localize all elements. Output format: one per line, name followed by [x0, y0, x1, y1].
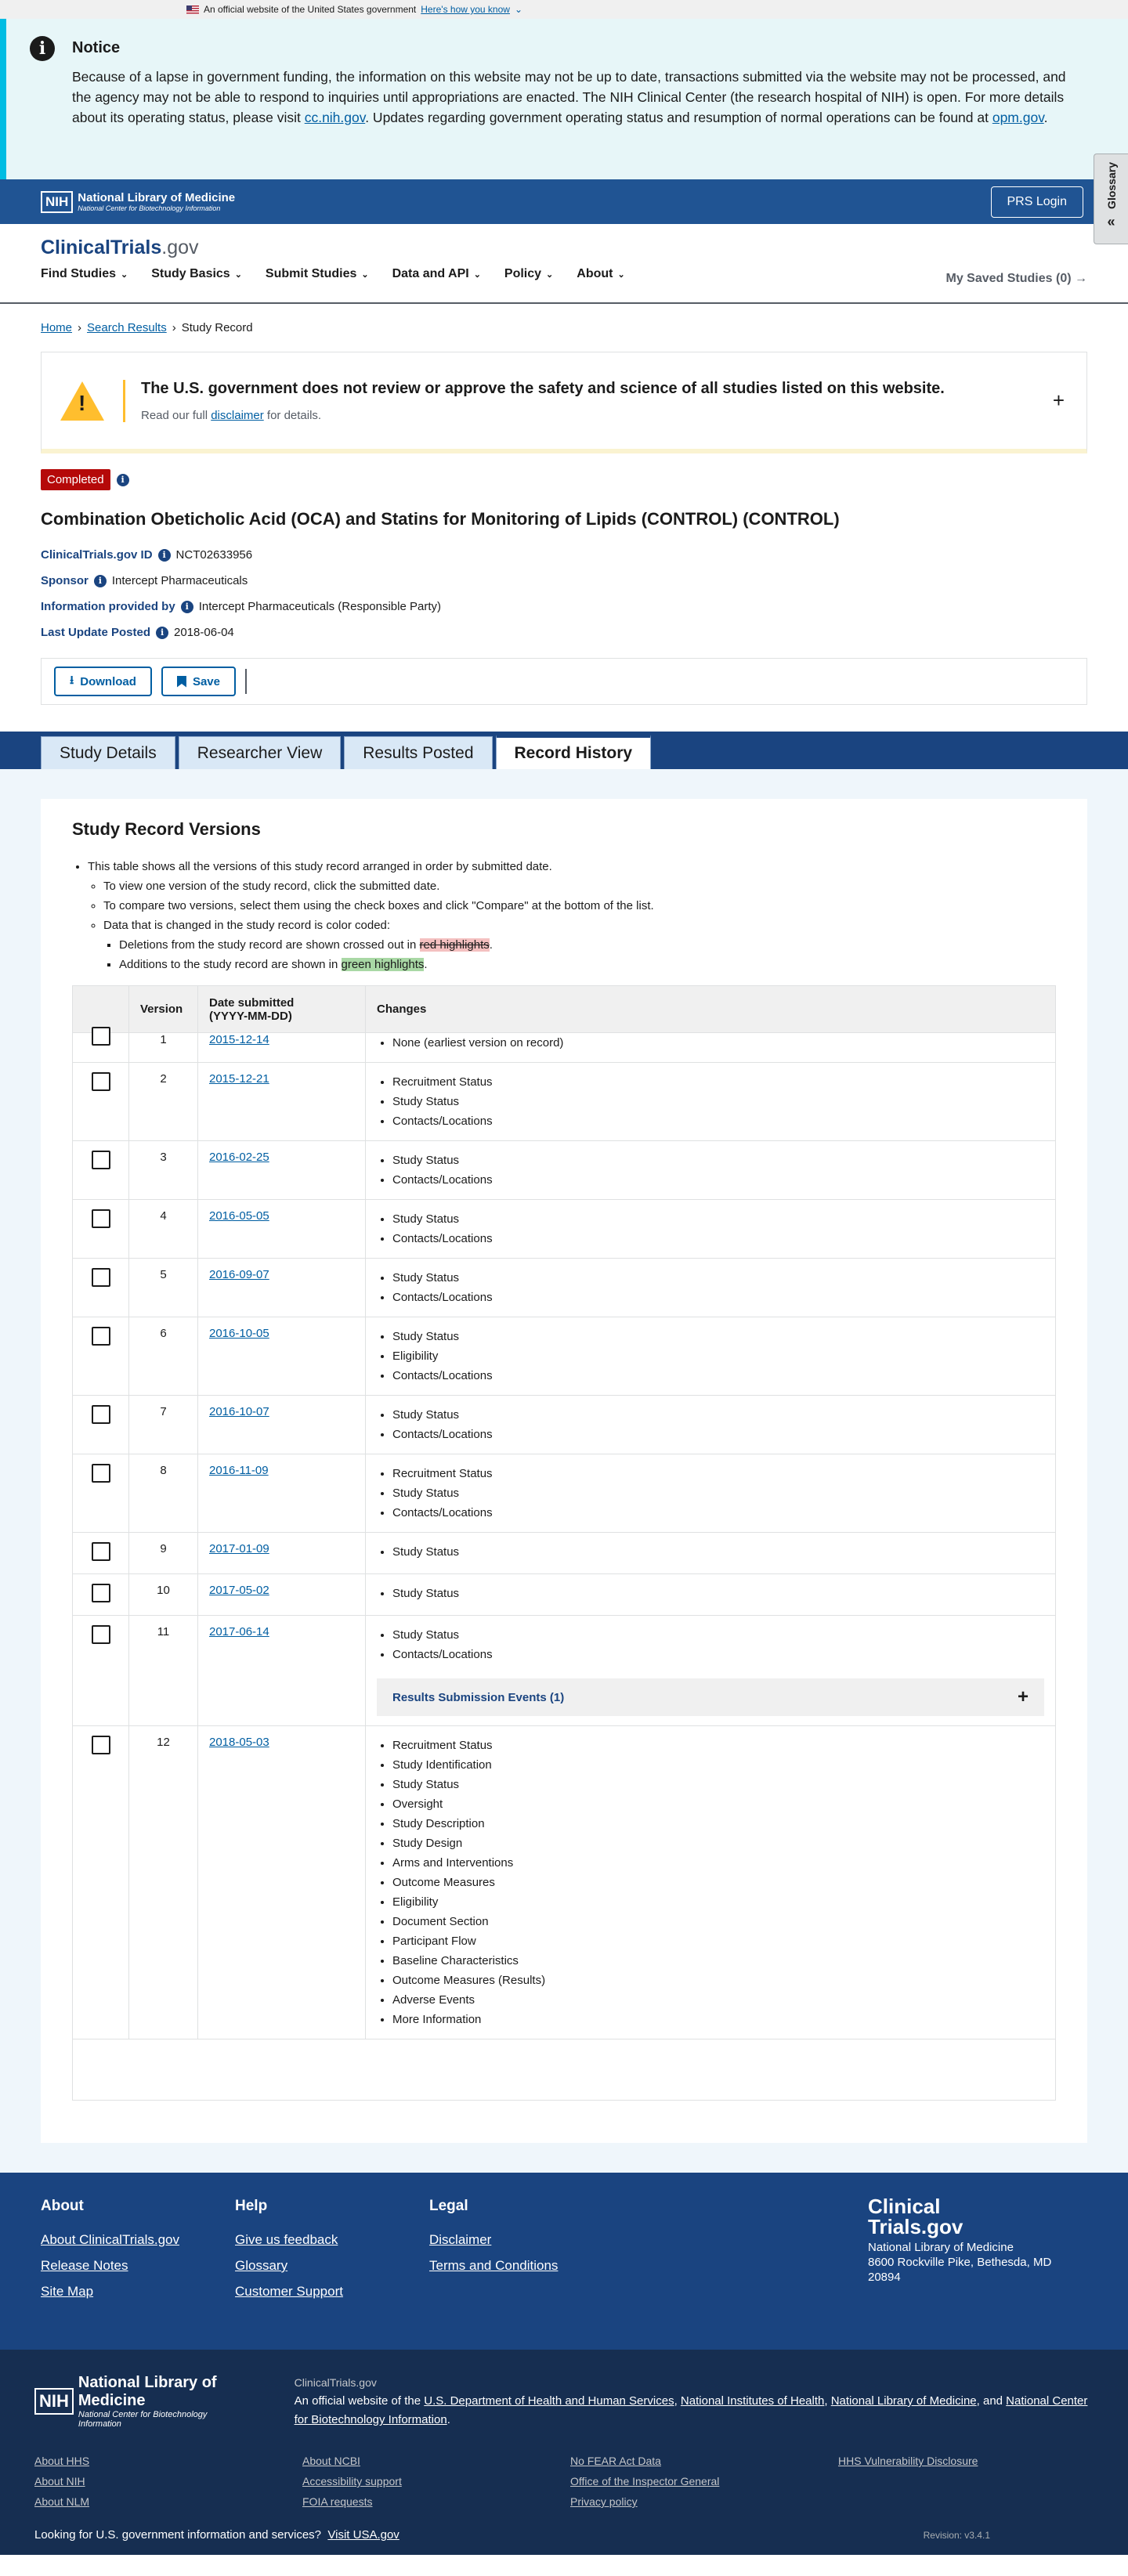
select-cell — [73, 1063, 129, 1141]
chevron-down-icon: ⌄ — [546, 270, 554, 280]
version-checkbox[interactable] — [92, 1464, 110, 1483]
footer-link[interactable]: Terms and Conditions — [429, 2258, 559, 2273]
footer-logo-line1: Clinical — [868, 2195, 941, 2218]
table-row — [73, 1200, 1056, 1259]
breadcrumb-separator: › — [172, 321, 176, 334]
notice-text: . Updates regarding government operating status and resumption of normal operations can be found at — [365, 110, 992, 125]
record-tabs — [0, 732, 1128, 769]
table-row — [73, 1396, 1056, 1454]
breadcrumb-home[interactable]: Home — [41, 321, 73, 334]
tab-record-history[interactable]: Record History — [496, 735, 652, 769]
footer-link[interactable]: About ClinicalTrials.gov — [41, 2232, 179, 2247]
footer-heading: Legal — [429, 2198, 468, 2214]
nih-link[interactable]: National Institutes of Health — [680, 2394, 825, 2408]
change-item: • Outcome Measures — [392, 1873, 1044, 1892]
brand-name: ClinicalTrials — [41, 237, 162, 258]
change-item: • Study Status — [392, 1584, 1044, 1603]
date-cell — [198, 1317, 366, 1396]
breadcrumb-current: Study Record — [181, 321, 253, 334]
change-item: • Study Status — [392, 1209, 1044, 1229]
info-icon[interactable]: i — [117, 474, 129, 486]
select-column-header — [73, 986, 129, 1033]
version-number: 5 — [129, 1259, 198, 1317]
bookmark-icon — [177, 676, 186, 688]
cc-nih-link[interactable]: cc.nih.gov — [304, 110, 366, 125]
change-item: • Study Status — [392, 1483, 1044, 1503]
chevron-down-icon: ⌄ — [234, 270, 242, 280]
glossary-label: Glossary — [1104, 162, 1118, 209]
table-row — [73, 1616, 1056, 1726]
select-cell — [73, 1396, 129, 1454]
nlm-footer — [0, 2350, 1128, 2555]
sponsor-value: Intercept Pharmaceuticals — [111, 574, 248, 587]
footer-link[interactable]: About NIH — [34, 2475, 85, 2487]
versions-heading: Study Record Versions — [72, 819, 261, 839]
change-item: • Recruitment Status — [392, 1072, 1044, 1092]
version-number: 6 — [129, 1317, 198, 1396]
changes-cell — [366, 1396, 1056, 1454]
nlm-link[interactable]: National Library of Medicine — [830, 2394, 977, 2408]
nav-label: Submit Studies — [265, 267, 357, 280]
change-item: • Recruitment Status — [392, 1736, 1044, 1755]
change-item: • Contacts/Locations — [392, 1288, 1044, 1307]
date-cell — [198, 1533, 366, 1574]
select-cell — [73, 1454, 129, 1533]
footer-address-line: 20894 — [868, 2271, 901, 2284]
change-item: • Arms and Interventions — [392, 1853, 1044, 1873]
main-nav — [41, 267, 1087, 281]
info-icon[interactable]: i — [156, 627, 168, 639]
changes-column-header: Changes — [366, 986, 1056, 1033]
change-item: • Eligibility — [392, 1346, 1044, 1366]
footer-link[interactable]: No FEAR Act Data — [570, 2455, 661, 2467]
brand-suffix: .gov — [161, 237, 199, 258]
nav-policy[interactable] — [504, 267, 553, 281]
sponsor-label: Sponsor — [41, 574, 89, 587]
date-cell — [198, 1574, 366, 1616]
chevron-down-icon: ⌄ — [473, 270, 481, 280]
change-item: • Outcome Measures (Results) — [392, 1971, 1044, 1990]
nav-label: Find Studies — [41, 267, 116, 280]
last-update-label: Last Update Posted — [41, 626, 151, 639]
nav-label: Data and API — [392, 267, 469, 280]
change-item: • Study Status — [392, 1151, 1044, 1170]
footer-heading: Help — [235, 2198, 268, 2214]
list-item: ◦ To view one version of the study record, click the submitted date. — [103, 876, 1056, 896]
list-item — [103, 916, 1056, 974]
change-item: • Baseline Characteristics — [392, 1951, 1044, 1971]
disclaimer-banner — [41, 352, 1087, 453]
version-date-link[interactable]: 2016-11-09 — [209, 1464, 269, 1477]
date-header-line1: Date submitted — [209, 995, 295, 1010]
change-item: • Contacts/Locations — [392, 1503, 1044, 1523]
change-item: • None (earliest version on record) — [392, 1033, 1044, 1053]
save-label: Save — [192, 674, 220, 688]
version-number: 1 — [129, 1033, 198, 1063]
instruction-text: This table shows all the versions of this study record arranged in order by submitted date. — [88, 860, 552, 873]
change-item: • Study Design — [392, 1834, 1044, 1853]
table-row — [73, 1317, 1056, 1396]
nlm-subtitle: National Center for Biotechnology Information — [78, 2410, 208, 2429]
changes-cell — [366, 1533, 1056, 1574]
changes-cell — [366, 1574, 1056, 1616]
events-label: Results Submission Events (1) — [392, 1690, 565, 1704]
date-header-line2: (YYYY-MM-DD) — [209, 1009, 292, 1023]
usa-gov-link[interactable]: Visit USA.gov — [327, 2528, 400, 2542]
notice-text: . — [1043, 110, 1048, 125]
date-cell — [198, 1616, 366, 1726]
select-cell — [73, 1574, 129, 1616]
footer-link[interactable]: Privacy policy — [570, 2495, 638, 2508]
expand-plus-icon: + — [1017, 1686, 1029, 1707]
footer-logo-line2: Trials.gov — [868, 2215, 964, 2238]
change-item: • Contacts/Locations — [392, 1366, 1044, 1386]
info-icon: i — [30, 36, 55, 61]
usa-text: Looking for U.S. government information and services? — [34, 2528, 322, 2542]
version-number: 12 — [129, 1726, 198, 2039]
version-checkbox[interactable] — [92, 1209, 110, 1228]
content-area — [0, 769, 1128, 2173]
version-checkbox[interactable] — [92, 1584, 110, 1602]
results-submission-events[interactable] — [377, 1678, 1044, 1716]
chevron-down-icon: ⌄ — [617, 270, 625, 280]
select-cell — [73, 1033, 129, 1063]
desc-text: , — [674, 2394, 681, 2408]
my-saved-studies-link[interactable] — [946, 272, 1088, 286]
table-row — [73, 1533, 1056, 1574]
download-icon: ⭳ — [70, 673, 74, 687]
table-row — [73, 1259, 1056, 1317]
version-number: 4 — [129, 1200, 198, 1259]
date-cell — [198, 1454, 366, 1533]
nav-study-basics[interactable] — [151, 267, 242, 281]
version-date-link[interactable]: 2017-06-14 — [209, 1625, 269, 1638]
table-footer-cell — [73, 2039, 1056, 2101]
table-row — [73, 1574, 1056, 1616]
table-row — [73, 1726, 1056, 2039]
change-item: • Study Status — [392, 1268, 1044, 1288]
change-item: • Participant Flow — [392, 1931, 1044, 1951]
nih-logo: NIH — [41, 191, 73, 213]
nlm-footer-links — [34, 2455, 1094, 2508]
versions-table — [72, 985, 1056, 2101]
list-item: ◦ To compare two versions, select them using the check boxes and click "Compare" at the bottom of the list. — [103, 896, 1056, 916]
footer-link[interactable]: Give us feedback — [235, 2232, 338, 2247]
version-checkbox[interactable] — [92, 1405, 110, 1424]
instruction-text: . — [424, 958, 428, 971]
instruction-text: Additions to the study record are shown in — [119, 958, 342, 971]
provided-by-value: Intercept Pharmaceuticals (Responsible Party) — [198, 600, 441, 613]
change-item: • Contacts/Locations — [392, 1229, 1044, 1248]
version-number: 2 — [129, 1063, 198, 1141]
status-badge: Completed — [41, 469, 110, 490]
nav-label: Study Basics — [151, 267, 230, 280]
change-item: • Adverse Events — [392, 1990, 1044, 2010]
version-date-link[interactable]: 2018-05-03 — [209, 1736, 269, 1749]
date-cell — [198, 1033, 366, 1063]
table-row — [73, 1063, 1056, 1141]
study-title: Combination Obeticholic Acid (OCA) and Statins for Monitoring of Lipids (CONTROL) (CONTROL) — [41, 509, 840, 529]
footer-link[interactable]: Office of the Inspector General — [570, 2475, 720, 2487]
version-number: 7 — [129, 1396, 198, 1454]
download-label: Download — [80, 674, 136, 688]
divider — [245, 669, 247, 694]
chevron-down-icon: ⌄ — [361, 270, 369, 280]
notice-body — [72, 67, 1083, 128]
double-chevron-left-icon: « — [1107, 213, 1115, 229]
footer-link[interactable]: Disclaimer — [429, 2232, 492, 2247]
download-button[interactable] — [54, 667, 152, 696]
version-checkbox[interactable] — [92, 1072, 110, 1091]
table-header-row — [73, 986, 1056, 1033]
change-item: • Contacts/Locations — [392, 1425, 1044, 1444]
change-item: • More Information — [392, 2010, 1044, 2029]
disclaimer-subtext — [141, 409, 945, 422]
gov-banner-text: An official website of the United States government — [204, 4, 417, 15]
change-item: • Recruitment Status — [392, 1464, 1044, 1483]
nlm-logo[interactable] — [41, 191, 235, 213]
version-date-link[interactable]: 2015-12-21 — [209, 1072, 269, 1086]
list-item — [119, 955, 1056, 974]
date-cell — [198, 1141, 366, 1200]
version-date-link[interactable]: 2016-10-05 — [209, 1327, 269, 1340]
breadcrumb-separator: › — [78, 321, 82, 334]
disclaimer-link[interactable]: disclaimer — [211, 408, 264, 422]
versions-table-body — [73, 1033, 1056, 2101]
heres-how-you-know-link[interactable]: Here's how you know — [421, 4, 510, 15]
instruction-text: Data that is changed in the study record is color coded: — [103, 919, 391, 932]
footer-legal — [429, 2198, 624, 2350]
arrow-right-icon: → — [1075, 272, 1087, 285]
date-cell — [198, 1063, 366, 1141]
version-number: 3 — [129, 1141, 198, 1200]
nav-label: Policy — [504, 267, 542, 280]
breadcrumb-search-results[interactable]: Search Results — [87, 321, 167, 334]
changes-cell — [366, 1726, 1056, 2039]
nlm-footer-ct: ClinicalTrials.gov — [294, 2376, 377, 2389]
clinicaltrials-logo[interactable] — [41, 224, 1087, 259]
version-checkbox[interactable] — [92, 1625, 110, 1644]
footer-ct-logo[interactable] — [868, 2196, 1051, 2237]
select-cell — [73, 1200, 129, 1259]
nlm-header — [0, 179, 1128, 224]
versions-instructions — [72, 857, 1056, 974]
nav-submit-studies[interactable] — [266, 267, 369, 281]
version-date-link[interactable]: 2017-01-09 — [209, 1542, 269, 1555]
footer-link[interactable]: Accessibility support — [302, 2475, 402, 2487]
change-item: • Study Status — [392, 1327, 1044, 1346]
instruction-text: Deletions from the study record are shown crossed out in — [119, 938, 420, 952]
version-date-link[interactable]: 2017-05-02 — [209, 1584, 269, 1597]
disclaimer-title: The U.S. government does not review or approve the safety and science of all studies listed on this website. — [141, 379, 945, 397]
date-cell — [198, 1200, 366, 1259]
table-footer-row — [73, 2039, 1056, 2101]
date-cell — [198, 1259, 366, 1317]
provided-by-label: Information provided by — [41, 600, 175, 613]
footer-heading: About — [41, 2198, 84, 2214]
desc-text: . — [446, 2413, 450, 2426]
saved-label: My Saved Studies (0) — [945, 272, 1072, 285]
select-cell — [73, 1317, 129, 1396]
changes-cell — [366, 1317, 1056, 1396]
version-checkbox[interactable] — [92, 1736, 110, 1754]
chevron-down-icon: ⌄ — [514, 4, 523, 15]
expand-plus-icon[interactable]: + — [1052, 388, 1065, 412]
chevron-down-icon: ⌄ — [121, 270, 128, 280]
desc-text: , and — [976, 2394, 1007, 2408]
nlm-title: National Library of Medicine — [78, 191, 236, 204]
instruction-text: . — [489, 938, 493, 952]
select-cell — [73, 1259, 129, 1317]
change-item: • Study Description — [392, 1814, 1044, 1834]
footer-link[interactable]: About NLM — [34, 2495, 90, 2508]
footer-link[interactable]: Glossary — [235, 2258, 288, 2273]
footer-help — [235, 2198, 429, 2350]
deletion-highlight-sample: red highlights — [419, 938, 490, 952]
change-item: • Oversight — [392, 1794, 1044, 1814]
change-item: • Document Section — [392, 1912, 1044, 1931]
opm-link[interactable]: opm.gov — [992, 110, 1044, 125]
tab-researcher-view[interactable]: Researcher View — [179, 736, 342, 769]
date-cell — [198, 1726, 366, 2039]
select-cell — [73, 1141, 129, 1200]
select-cell — [73, 1533, 129, 1574]
grid-spacer — [838, 2475, 1106, 2487]
footer-org: National Library of Medicine — [868, 2241, 1014, 2254]
addition-highlight-sample: green highlights — [341, 958, 425, 971]
footer-link[interactable]: HHS Vulnerability Disclosure — [838, 2455, 978, 2467]
nav-data-and-api[interactable] — [392, 267, 481, 281]
info-icon[interactable]: i — [94, 575, 107, 587]
warning-icon — [60, 381, 104, 421]
changes-cell — [366, 1033, 1056, 1063]
version-date-link[interactable]: 2015-12-14 — [209, 1033, 269, 1046]
disclaimer-text: for details. — [263, 408, 322, 422]
disclaimer-text: Read our full — [141, 408, 212, 422]
revision: Revision: v3.4.1 — [923, 2530, 990, 2541]
info-icon[interactable]: i — [181, 601, 193, 613]
footer-address-line: 8600 Rockville Pike, Bethesda, MD — [868, 2256, 1052, 2269]
version-date-link[interactable]: 2016-05-05 — [209, 1209, 269, 1223]
footer-link[interactable]: Release Notes — [41, 2258, 128, 2273]
table-row — [73, 1033, 1056, 1063]
version-checkbox[interactable] — [92, 1327, 110, 1346]
footer-about — [41, 2198, 235, 2350]
select-cell — [73, 1616, 129, 1726]
tab-study-details[interactable]: Study Details — [41, 736, 175, 769]
change-item: • Study Status — [392, 1092, 1044, 1111]
nlm-footer-logo[interactable] — [34, 2373, 248, 2430]
site-footer — [0, 2173, 1128, 2350]
version-date-link[interactable]: 2016-09-07 — [209, 1268, 269, 1281]
hhs-link[interactable]: U.S. Department of Health and Human Services — [424, 2394, 674, 2408]
version-number: 11 — [129, 1616, 198, 1726]
site-header — [0, 224, 1128, 304]
change-item: • Study Status — [392, 1625, 1044, 1645]
change-item: • Study Status — [392, 1405, 1044, 1425]
nih-logo: NIH — [34, 2388, 74, 2415]
nav-find-studies[interactable] — [41, 267, 128, 281]
status-row — [41, 469, 1087, 490]
changes-cell — [366, 1063, 1056, 1141]
nlm-footer-official — [295, 2392, 1094, 2430]
changes-cell — [366, 1259, 1056, 1317]
changes-cell — [366, 1141, 1056, 1200]
select-cell — [73, 1726, 129, 2039]
ncbi-link[interactable]: National Center for Biotechnology Information — [294, 2394, 1088, 2426]
version-date-link[interactable]: 2016-10-07 — [209, 1405, 269, 1418]
change-item: • Study Identification — [392, 1755, 1044, 1775]
footer-link[interactable]: About NCBI — [302, 2455, 360, 2467]
change-item: • Study Status — [392, 1775, 1044, 1794]
study-id: NCT02633956 — [175, 548, 253, 562]
notice-text: Because of a lapse in government funding, the information on this website may not be up to date, transactions submitted via the website may not be processed, and the agency may not be able to respond to inquiries until appropriations are enacted. The NIH Clinical Center (the research hospital of NIH) is open. For more details about its operating status, please visit — [72, 69, 1066, 125]
action-bar — [41, 658, 1087, 705]
nav-about[interactable] — [577, 267, 624, 281]
version-number: 9 — [129, 1533, 198, 1574]
save-button[interactable] — [161, 667, 236, 696]
footer-link[interactable]: Site Map — [41, 2284, 94, 2299]
info-icon[interactable]: i — [158, 549, 171, 562]
list-item — [88, 857, 1056, 974]
id-label: ClinicalTrials.gov ID — [41, 548, 153, 562]
version-number: 8 — [129, 1454, 198, 1533]
tab-results-posted[interactable]: Results Posted — [344, 736, 492, 769]
changes-cell — [366, 1454, 1056, 1533]
changes-cell — [366, 1200, 1056, 1259]
study-meta — [41, 548, 1087, 639]
list-item — [119, 935, 1056, 955]
desc-text: , — [824, 2394, 831, 2408]
notice-banner — [0, 19, 1128, 179]
version-number: 10 — [129, 1574, 198, 1616]
notice-title: Notice — [72, 39, 121, 56]
us-flag-icon — [186, 5, 199, 14]
date-column-header — [198, 986, 366, 1033]
footer-link[interactable]: About HHS — [34, 2455, 90, 2467]
change-item: • Contacts/Locations — [392, 1645, 1044, 1664]
date-cell — [198, 1396, 366, 1454]
version-checkbox[interactable] — [92, 1027, 110, 1046]
last-update-value: 2018-06-04 — [174, 626, 234, 639]
change-item: • Eligibility — [392, 1892, 1044, 1912]
footer-address — [868, 2196, 1051, 2285]
breadcrumb — [0, 304, 1128, 352]
prs-login-button[interactable]: PRS Login — [991, 186, 1084, 218]
change-item: • Study Status — [392, 1542, 1044, 1562]
changes-cell — [366, 1616, 1056, 1726]
versions-card — [41, 799, 1087, 2143]
nlm-title: National Library of Medicine — [78, 2374, 217, 2409]
nav-label: About — [577, 267, 613, 280]
change-item: • Contacts/Locations — [392, 1170, 1044, 1190]
nlm-footer-description — [295, 2373, 1094, 2430]
version-column-header: Version — [129, 986, 198, 1033]
footer-link[interactable]: FOIA requests — [302, 2495, 373, 2508]
version-date-link[interactable]: 2016-02-25 — [209, 1151, 269, 1164]
version-checkbox[interactable] — [92, 1268, 110, 1287]
nlm-subtitle: National Center for Biotechnology Information — [78, 204, 221, 212]
footer-link[interactable]: Customer Support — [235, 2284, 343, 2299]
table-row — [73, 1141, 1056, 1200]
change-item: • Contacts/Locations — [392, 1111, 1044, 1131]
table-row — [73, 1454, 1056, 1533]
desc-text: An official website of the — [294, 2394, 425, 2408]
version-checkbox[interactable] — [92, 1542, 110, 1561]
gov-banner — [0, 0, 1128, 19]
version-checkbox[interactable] — [92, 1151, 110, 1169]
